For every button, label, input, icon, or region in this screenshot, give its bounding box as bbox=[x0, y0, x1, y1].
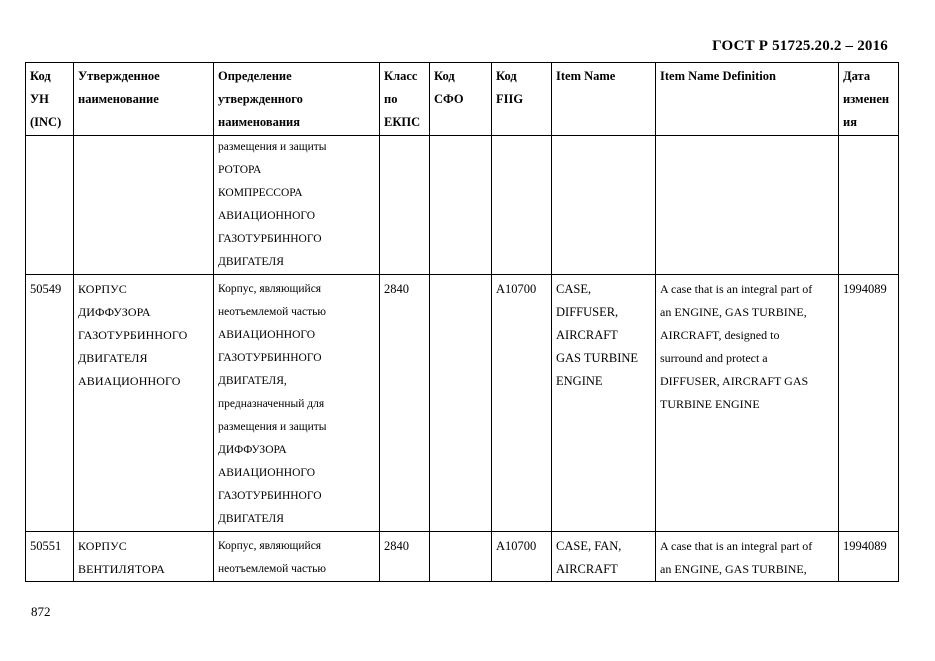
cell-sfo bbox=[430, 136, 492, 275]
cell-item-name-definition bbox=[656, 136, 839, 275]
cell-change-date: 1994089 bbox=[839, 532, 899, 582]
item-name-table bbox=[25, 62, 899, 582]
column-header-item-name-definition: Item Name Definition bbox=[656, 63, 839, 136]
cell-definition-ru: Корпус, являющийся неотъемлемой частью АВИАЦИОННОГО ГАЗОТУРБИННОГО ДВИГАТЕЛЯ, предназначенный для размещения и защиты ДИФФУЗОРА АВИАЦИОННОГО ГАЗОТУРБИННОГО ДВИГАТЕЛЯ bbox=[214, 275, 380, 532]
cell-change-date: 1994089 bbox=[839, 275, 899, 532]
column-header-class: Класс по ЕКПС bbox=[380, 63, 430, 136]
column-header-item-name: Item Name bbox=[552, 63, 656, 136]
table-row bbox=[26, 532, 899, 582]
cell-change-date bbox=[839, 136, 899, 275]
cell-inc: 50549 bbox=[26, 275, 74, 532]
cell-fiig bbox=[492, 136, 552, 275]
cell-inc bbox=[26, 136, 74, 275]
cell-approved-name: КОРПУС ДИФФУЗОРА ГАЗОТУРБИННОГО ДВИГАТЕЛЯ АВИАЦИОННОГО bbox=[74, 275, 214, 532]
cell-class bbox=[380, 136, 430, 275]
table-row bbox=[26, 275, 899, 532]
table-row bbox=[26, 136, 899, 275]
column-header-sfo: Код СФО bbox=[430, 63, 492, 136]
cell-fiig: A10700 bbox=[492, 532, 552, 582]
cell-class: 2840 bbox=[380, 275, 430, 532]
table-header-row bbox=[26, 63, 899, 136]
column-header-fiig: Код FIIG bbox=[492, 63, 552, 136]
cell-item-name bbox=[552, 136, 656, 275]
column-header-definition-ru: Определение утвержденного наименования bbox=[214, 63, 380, 136]
cell-inc: 50551 bbox=[26, 532, 74, 582]
page-number: 872 bbox=[31, 604, 51, 619]
column-header-change-date: Дата изменен ия bbox=[839, 63, 899, 136]
cell-item-name-definition: A case that is an integral part of an ENGINE, GAS TURBINE, AIRCRAFT, designed to surround and protect a DIFFUSER, AIRCRAFT GAS TURBINE ENGINE bbox=[656, 275, 839, 532]
column-header-inc: Код УН (INC) bbox=[26, 63, 74, 136]
cell-sfo bbox=[430, 532, 492, 582]
cell-approved-name: КОРПУС ВЕНТИЛЯТОРА bbox=[74, 532, 214, 582]
cell-item-name: CASE, DIFFUSER, AIRCRAFT GAS TURBINE ENGINE bbox=[552, 275, 656, 532]
cell-sfo bbox=[430, 275, 492, 532]
cell-item-name-definition: A case that is an integral part of an ENGINE, GAS TURBINE, bbox=[656, 532, 839, 582]
cell-fiig: A10700 bbox=[492, 275, 552, 532]
cell-definition-ru: размещения и защиты РОТОРА КОМПРЕССОРА АВИАЦИОННОГО ГАЗОТУРБИННОГО ДВИГАТЕЛЯ bbox=[214, 136, 380, 275]
cell-definition-ru: Корпус, являющийся неотъемлемой частью bbox=[214, 532, 380, 582]
cell-item-name: CASE, FAN, AIRCRAFT bbox=[552, 532, 656, 582]
cell-approved-name bbox=[74, 136, 214, 275]
document-header: ГОСТ Р 51725.20.2 – 2016 bbox=[712, 38, 888, 54]
cell-class: 2840 bbox=[380, 532, 430, 582]
column-header-approved-name: Утвержденное наименование bbox=[74, 63, 214, 136]
